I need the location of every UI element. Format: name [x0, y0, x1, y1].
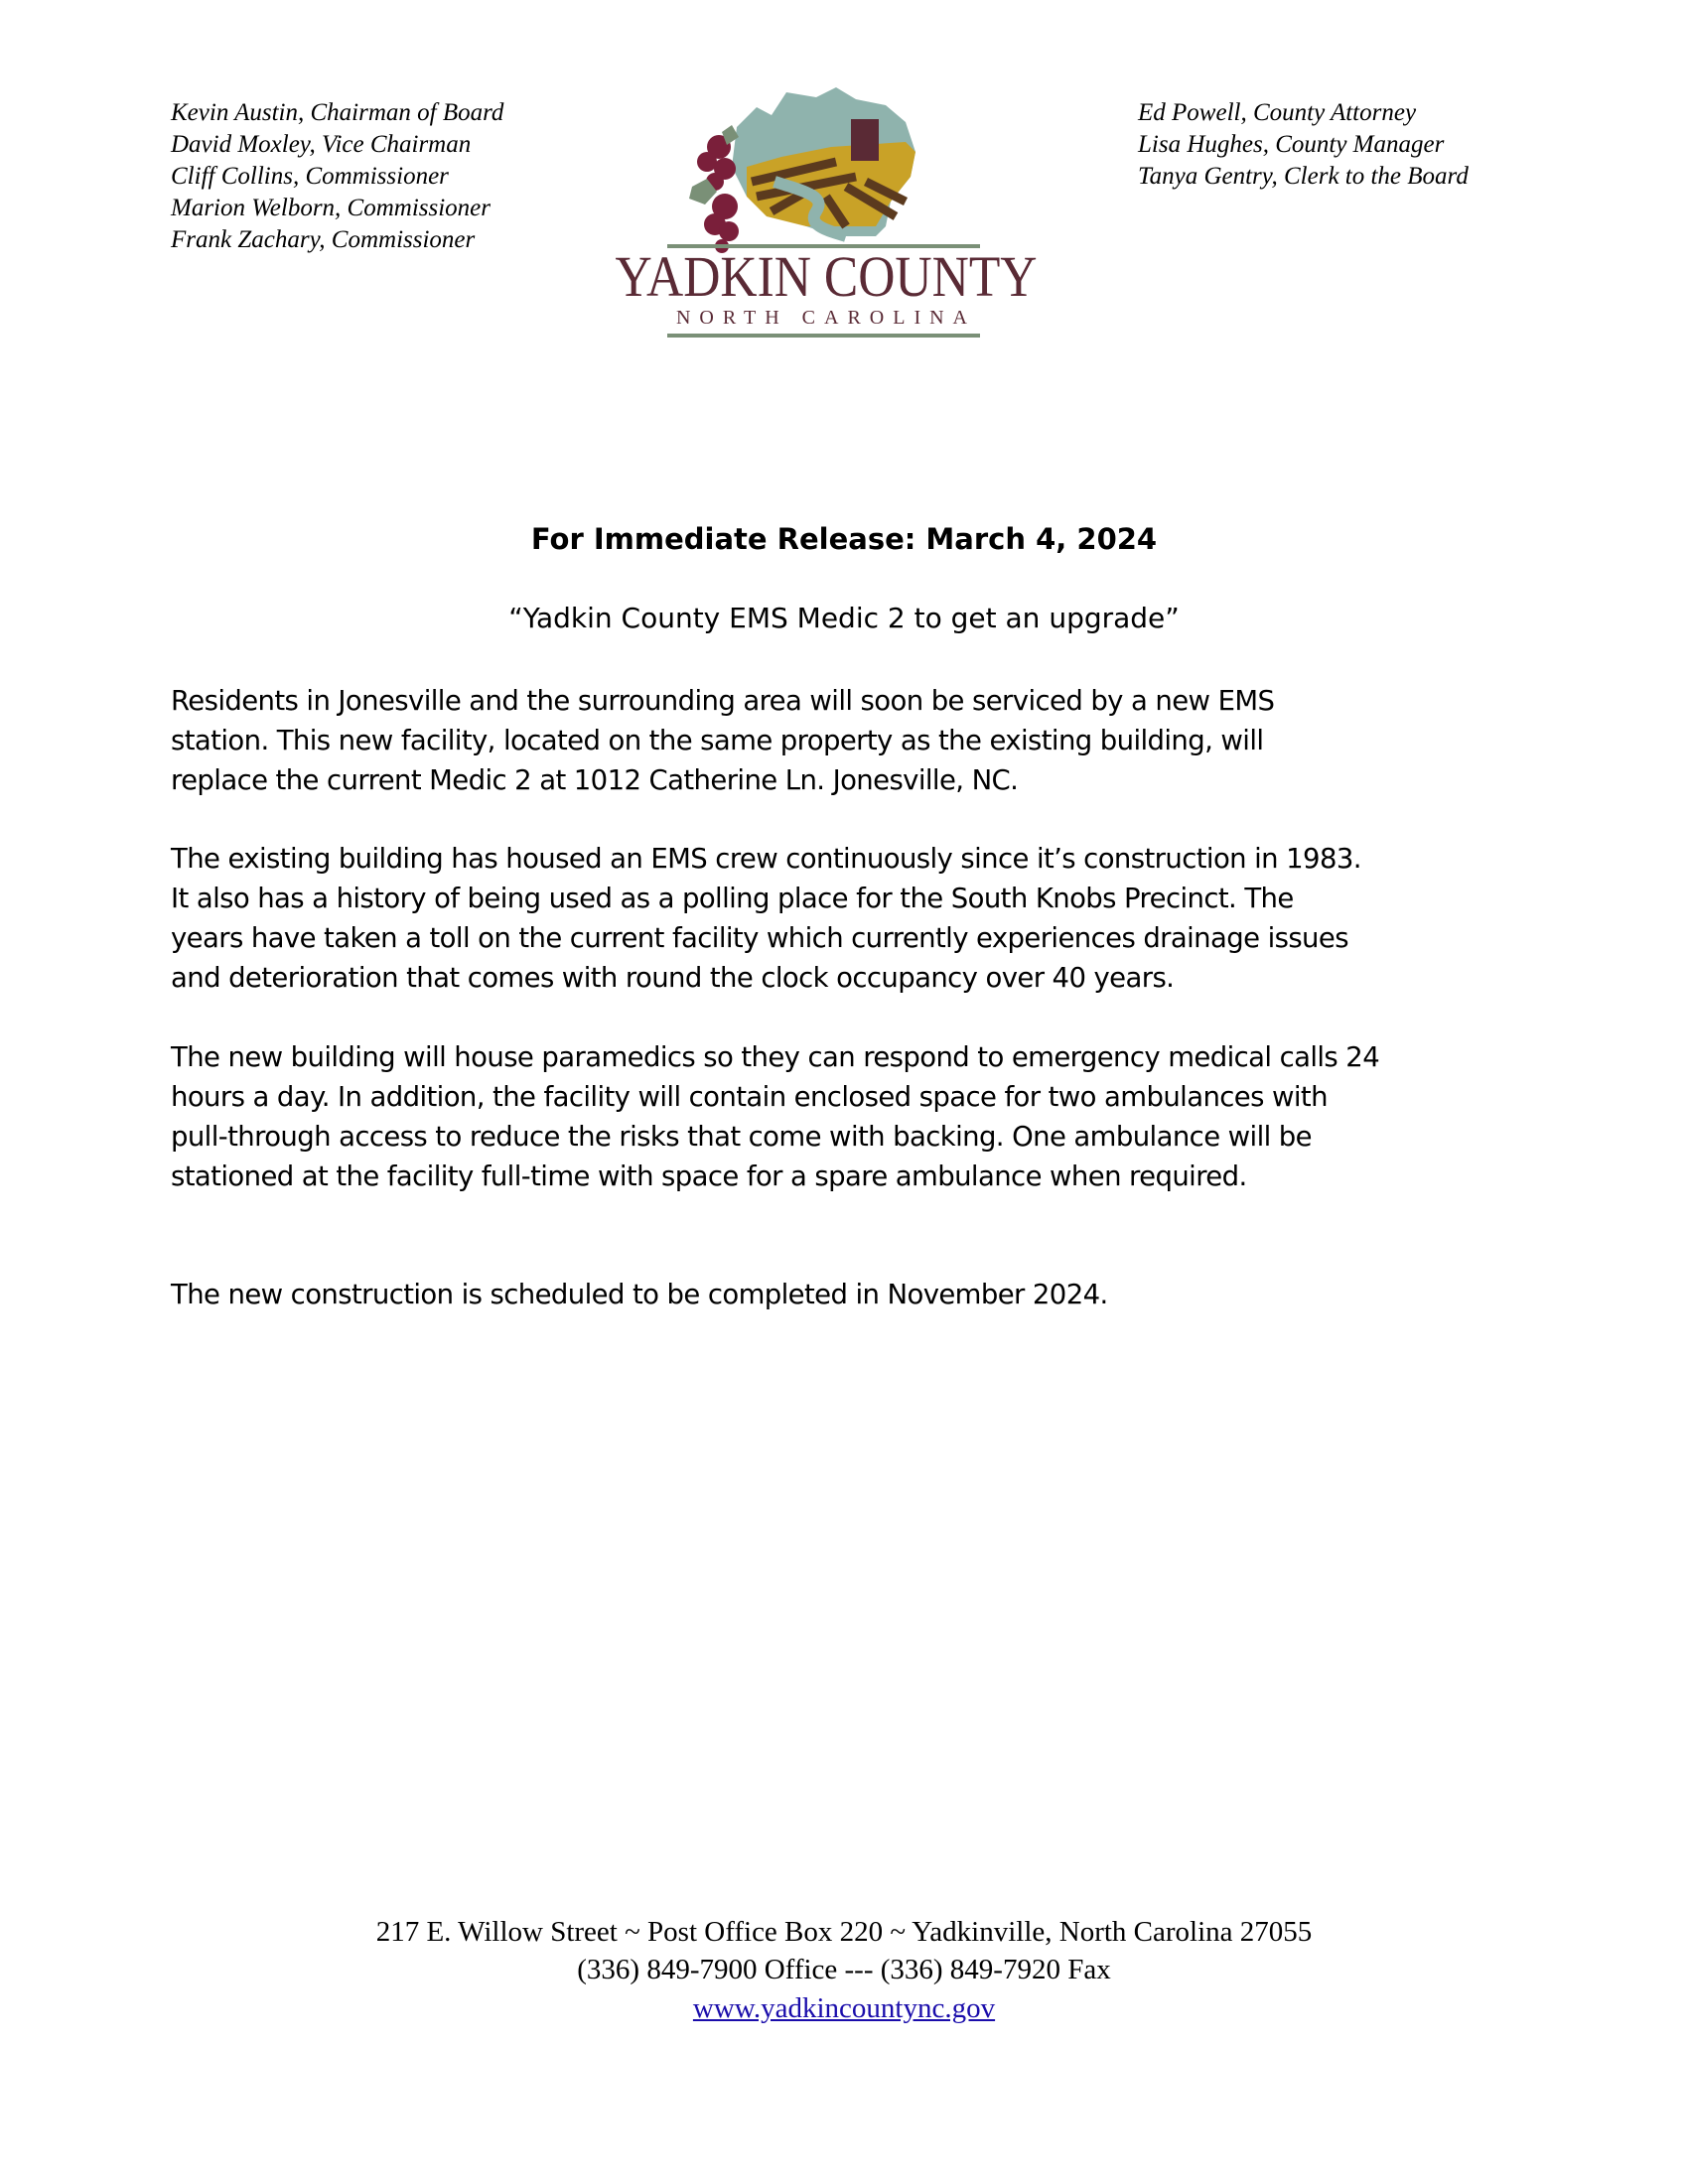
text-line: Residents in Jonesville and the surrounding area will soon be serviced by a new EMS [171, 685, 1275, 717]
text-line: and deterioration that comes with round the clock occupancy over 40 years. [171, 962, 1175, 994]
official-name: David Moxley, Vice Chairman [171, 131, 472, 158]
paragraph [171, 1037, 1379, 1196]
official-name: Kevin Austin, Chairman of Board [171, 99, 504, 126]
release-headline: “Yadkin County EMS Medic 2 to get an upgrade” [508, 602, 1180, 634]
official-name: Frank Zachary, Commissioner [171, 226, 476, 253]
text-line: The new building will house paramedics so they can respond to emergency medical calls 24 [171, 1041, 1380, 1073]
official-name: Lisa Hughes, County Manager [1138, 131, 1445, 158]
text-line: years have taken a toll on the current facility which currently experiences drainage issues [171, 922, 1348, 954]
release-dateline: For Immediate Release: March 4, 2024 [530, 522, 1158, 556]
staff-list [1138, 97, 1469, 193]
commissioners-list [171, 97, 503, 256]
yadkin-county-logo [608, 87, 1045, 345]
website-link[interactable]: www.yadkincountync.gov [692, 1992, 996, 2024]
official-name: Tanya Gentry, Clerk to the Board [1138, 163, 1469, 190]
paragraph [171, 839, 1361, 998]
footer-phone: (336) 849-7900 Office --- (336) 849-7920 Fax [577, 1954, 1111, 1985]
footer-website [0, 1992, 1688, 2025]
paragraph [171, 1275, 1108, 1314]
text-line: The existing building has housed an EMS crew continuously since it’s construction in 1983. [171, 843, 1361, 875]
text-line: The new construction is scheduled to be completed in November 2024. [171, 1279, 1108, 1310]
tractor-icon [851, 119, 879, 161]
official-name: Marion Welborn, Commissioner [171, 195, 492, 221]
paragraph [171, 681, 1274, 800]
official-name: Ed Powell, County Attorney [1138, 99, 1417, 126]
text-line: replace the current Medic 2 at 1012 Catherine Ln. Jonesville, NC. [171, 764, 1019, 796]
text-line: It also has a history of being used as a polling place for the South Knobs Precinct. The [171, 883, 1294, 914]
footer-address: 217 E. Willow Street ~ Post Office Box 220 ~ Yadkinville, North Carolina 27055 [375, 1916, 1313, 1948]
divider-bottom [667, 334, 980, 338]
logo-name: YADKIN COUNTY [615, 244, 1038, 309]
official-name: Cliff Collins, Commissioner [171, 163, 449, 190]
text-line: stationed at the facility full-time with space for a spare ambulance when required. [171, 1160, 1247, 1192]
logo-state: NORTH CAROLINA [675, 307, 977, 329]
text-line: hours a day. In addition, the facility will contain enclosed space for two ambulances with [171, 1081, 1328, 1113]
text-line: pull-through access to reduce the risks that come with backing. One ambulance will be [171, 1121, 1312, 1153]
text-line: station. This new facility, located on the same property as the existing building, will [171, 725, 1264, 756]
